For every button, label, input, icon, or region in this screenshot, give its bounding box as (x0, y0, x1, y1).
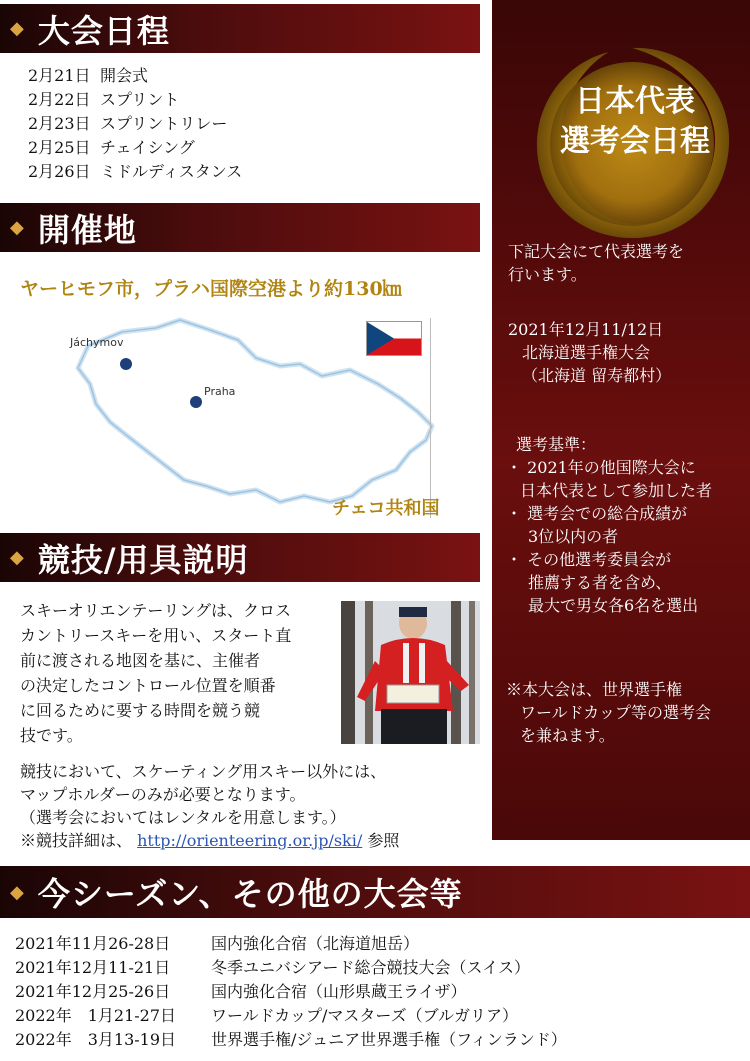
criteria-item-1-cont: 日本代表として参加した者 (520, 481, 713, 500)
intro-line1: 下記大会にて代表選考を (508, 242, 685, 261)
skier-photo (341, 601, 480, 744)
country-label: チェコ共和国 (332, 498, 440, 519)
diamond-icon: ◆ (10, 881, 24, 903)
section-title: 大会日程 (37, 11, 170, 50)
event-name: 世界選手権/ジュニア世界選手権（フィンランド） (211, 1030, 567, 1049)
description-line: 前に渡される地図を基に、主催者 (20, 651, 261, 670)
description-line: カントリースキーを用い、スタート直 (20, 626, 292, 645)
jachymov-marker (120, 358, 132, 370)
event-name: ワールドカップ/マスターズ（ブルガリア） (211, 1006, 518, 1025)
selection-title (540, 82, 730, 162)
list-item (28, 136, 242, 160)
schedule-date: 2月21日 (28, 66, 91, 85)
description-line: スキーオリエンテーリングは、クロス (20, 601, 292, 620)
equipment-line3: （選考会においてはレンタルを用意します。） (20, 808, 346, 827)
diamond-icon: ◆ (10, 18, 24, 39)
selection-place: （北海道 留寿都村） (522, 366, 672, 385)
schedule-date: 2月25日 (28, 138, 91, 157)
praha-marker (190, 396, 202, 408)
criteria-item-2-cont: 3位以内の者 (528, 527, 619, 546)
schedule-event: 開会式 (100, 66, 149, 85)
schedule-date: 2月26日 (28, 162, 91, 181)
schedule-list (28, 64, 242, 184)
diamond-icon: ◆ (10, 547, 24, 568)
section-header-venue (0, 203, 480, 252)
section-title: 開催地 (37, 210, 137, 249)
selection-event-name: 北海道選手権大会 (522, 343, 651, 362)
description-line: の決定したコントロール位置を順番 (20, 676, 276, 695)
event-date: 2022年 1月21-27日 (15, 1006, 177, 1025)
list-item (28, 112, 242, 136)
selection-title-line1: 日本代表 (575, 84, 695, 119)
selection-note (506, 678, 711, 747)
list-item (28, 160, 242, 184)
note-line1: ※本大会は、世界選手権 (506, 680, 683, 699)
list-item (15, 956, 567, 980)
details-link[interactable]: http://orienteering.or.jp/ski/ (137, 831, 363, 850)
czech-flag-icon (366, 321, 422, 356)
events-list (15, 932, 567, 1052)
list-item (28, 88, 242, 112)
criteria-item-1: ・ 2021年の他国際大会に (506, 458, 696, 477)
intro-line2: 行います。 (508, 265, 587, 284)
schedule-event: チェイシング (100, 138, 195, 157)
venue-caption: ヤーヒモフ市，プラハ国際空港より約130㎞ (20, 278, 402, 300)
section-header-schedule (0, 4, 480, 53)
city-label-jachymov: Jáchymov (70, 336, 124, 349)
description-line: に回るために要する時間を競う競 (20, 701, 261, 720)
schedule-date: 2月23日 (28, 114, 91, 133)
selection-criteria (506, 433, 712, 617)
note-line3: を兼ねます。 (520, 726, 615, 745)
equipment-line1: 競技において、スケーティング用スキー以外には、 (20, 762, 387, 781)
details-line (20, 829, 399, 852)
event-name: 国内強化合宿（北海道旭岳） (211, 934, 420, 953)
criteria-item-3-cont2: 最大で男女各6名を選出 (528, 596, 699, 615)
schedule-event: スプリント (100, 90, 180, 109)
schedule-event: ミドルディスタンス (100, 162, 243, 181)
schedule-event: スプリントリレー (100, 114, 228, 133)
event-name: 国内強化合宿（山形県蔵王ライザ） (211, 982, 467, 1001)
note-line2: ワールドカップ等の選考会 (520, 703, 712, 722)
equipment-line2: マップホルダーのみが必要となります。 (20, 785, 306, 804)
criteria-item-3: ・ その他選考委員会が (506, 550, 672, 569)
description-line: 技です。 (20, 726, 83, 745)
equipment-notes (20, 760, 399, 852)
details-prefix: ※競技詳細は、 (20, 831, 133, 850)
schedule-date: 2月22日 (28, 90, 91, 109)
event-date: 2021年12月25-26日 (15, 982, 171, 1001)
description-paragraph (20, 598, 320, 748)
selection-intro (508, 240, 684, 286)
event-date: 2022年 3月13-19日 (15, 1030, 177, 1049)
details-suffix: 参照 (367, 831, 400, 850)
selection-title-line2: 選考会日程 (560, 124, 710, 159)
section-header-other-events (0, 866, 750, 918)
selection-date: 2021年12月11/12日 (508, 320, 664, 339)
list-item (15, 980, 567, 1004)
list-item (28, 64, 242, 88)
criteria-item-2: ・ 選考会での総合成績が (506, 504, 688, 523)
section-title: 今シーズン、その他の大会等 (37, 875, 463, 913)
list-item (15, 1028, 567, 1052)
section-header-description (0, 533, 480, 582)
divider (430, 318, 431, 518)
criteria-item-3-cont: 推薦する者を含め、 (528, 573, 672, 592)
selection-event (508, 318, 671, 387)
diamond-icon: ◆ (10, 217, 24, 238)
city-label-praha: Praha (204, 385, 236, 398)
event-name: 冬季ユニバシアード総合競技大会（スイス） (211, 958, 531, 977)
section-title: 競技/用具説明 (37, 540, 249, 579)
criteria-label: 選考基準： (516, 435, 597, 454)
list-item (15, 1004, 567, 1028)
event-date: 2021年11月26-28日 (15, 934, 171, 953)
list-item (15, 932, 567, 956)
event-date: 2021年12月11-21日 (15, 958, 171, 977)
